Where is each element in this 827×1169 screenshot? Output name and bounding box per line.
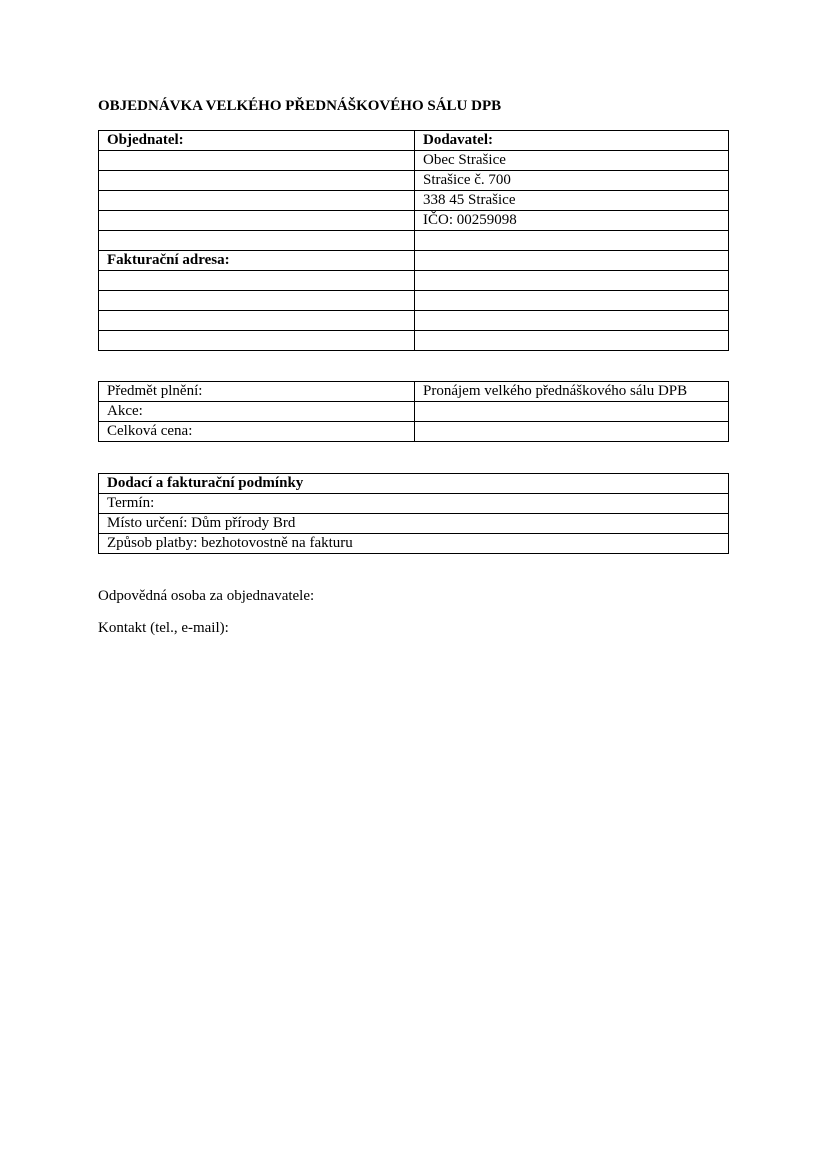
subject-table — [98, 381, 729, 442]
billing-right-cell[interactable] — [415, 251, 729, 271]
orderer-field-1[interactable] — [99, 151, 415, 171]
billing-field-1[interactable] — [99, 271, 415, 291]
table-row — [99, 171, 729, 191]
subject-label: Předmět plnění: — [99, 382, 415, 402]
supplier-street: Strašice č. 700 — [415, 171, 729, 191]
place-row: Místo určení: Dům přírody Brd — [99, 514, 729, 534]
subject-value: Pronájem velkého přednáškového sálu DPB — [415, 382, 729, 402]
table-row — [99, 382, 729, 402]
table-row — [99, 151, 729, 171]
table-row — [99, 131, 729, 151]
orderer-field-2[interactable] — [99, 171, 415, 191]
event-value[interactable] — [415, 402, 729, 422]
contact-label: Kontakt (tel., e-mail): — [98, 620, 229, 636]
conditions-table — [98, 473, 729, 554]
table-row — [99, 331, 729, 351]
table-row — [99, 402, 729, 422]
billing-field-2[interactable] — [99, 291, 415, 311]
table-row — [99, 271, 729, 291]
table-row — [99, 474, 729, 494]
supplier-ico: IČO: 00259098 — [415, 211, 729, 231]
event-label: Akce: — [99, 402, 415, 422]
table-row — [99, 534, 729, 554]
conditions-heading: Dodací a fakturační podmínky — [99, 474, 729, 494]
orderer-field-3[interactable] — [99, 191, 415, 211]
table-row — [99, 311, 729, 331]
price-value[interactable] — [415, 422, 729, 442]
supplier-name: Obec Strašice — [415, 151, 729, 171]
supplier-city: 338 45 Strašice — [415, 191, 729, 211]
responsible-person-label: Odpovědná osoba za objednavatele: — [98, 588, 315, 604]
supplier-empty-cell — [415, 231, 729, 251]
table-row — [99, 514, 729, 534]
billing-field-3[interactable] — [99, 311, 415, 331]
table-row — [99, 191, 729, 211]
billing-right-cell[interactable] — [415, 331, 729, 351]
payment-row: Způsob platby: bezhotovostně na fakturu — [99, 534, 729, 554]
supplier-heading: Dodavatel: — [415, 131, 729, 151]
table-row — [99, 251, 729, 271]
term-row[interactable]: Termín: — [99, 494, 729, 514]
table-row — [99, 231, 729, 251]
orderer-field-5[interactable] — [99, 231, 415, 251]
billing-right-cell[interactable] — [415, 291, 729, 311]
billing-heading: Fakturační adresa: — [99, 251, 415, 271]
billing-right-cell[interactable] — [415, 311, 729, 331]
table-row — [99, 422, 729, 442]
page-title: OBJEDNÁVKA VELKÉHO PŘEDNÁŠKOVÉHO SÁLU DPB — [98, 98, 502, 114]
billing-field-4[interactable] — [99, 331, 415, 351]
billing-right-cell[interactable] — [415, 271, 729, 291]
table-row — [99, 291, 729, 311]
orderer-field-4[interactable] — [99, 211, 415, 231]
orderer-heading: Objednatel: — [99, 131, 415, 151]
table-row — [99, 494, 729, 514]
parties-table — [98, 130, 729, 351]
price-label: Celková cena: — [99, 422, 415, 442]
table-row — [99, 211, 729, 231]
